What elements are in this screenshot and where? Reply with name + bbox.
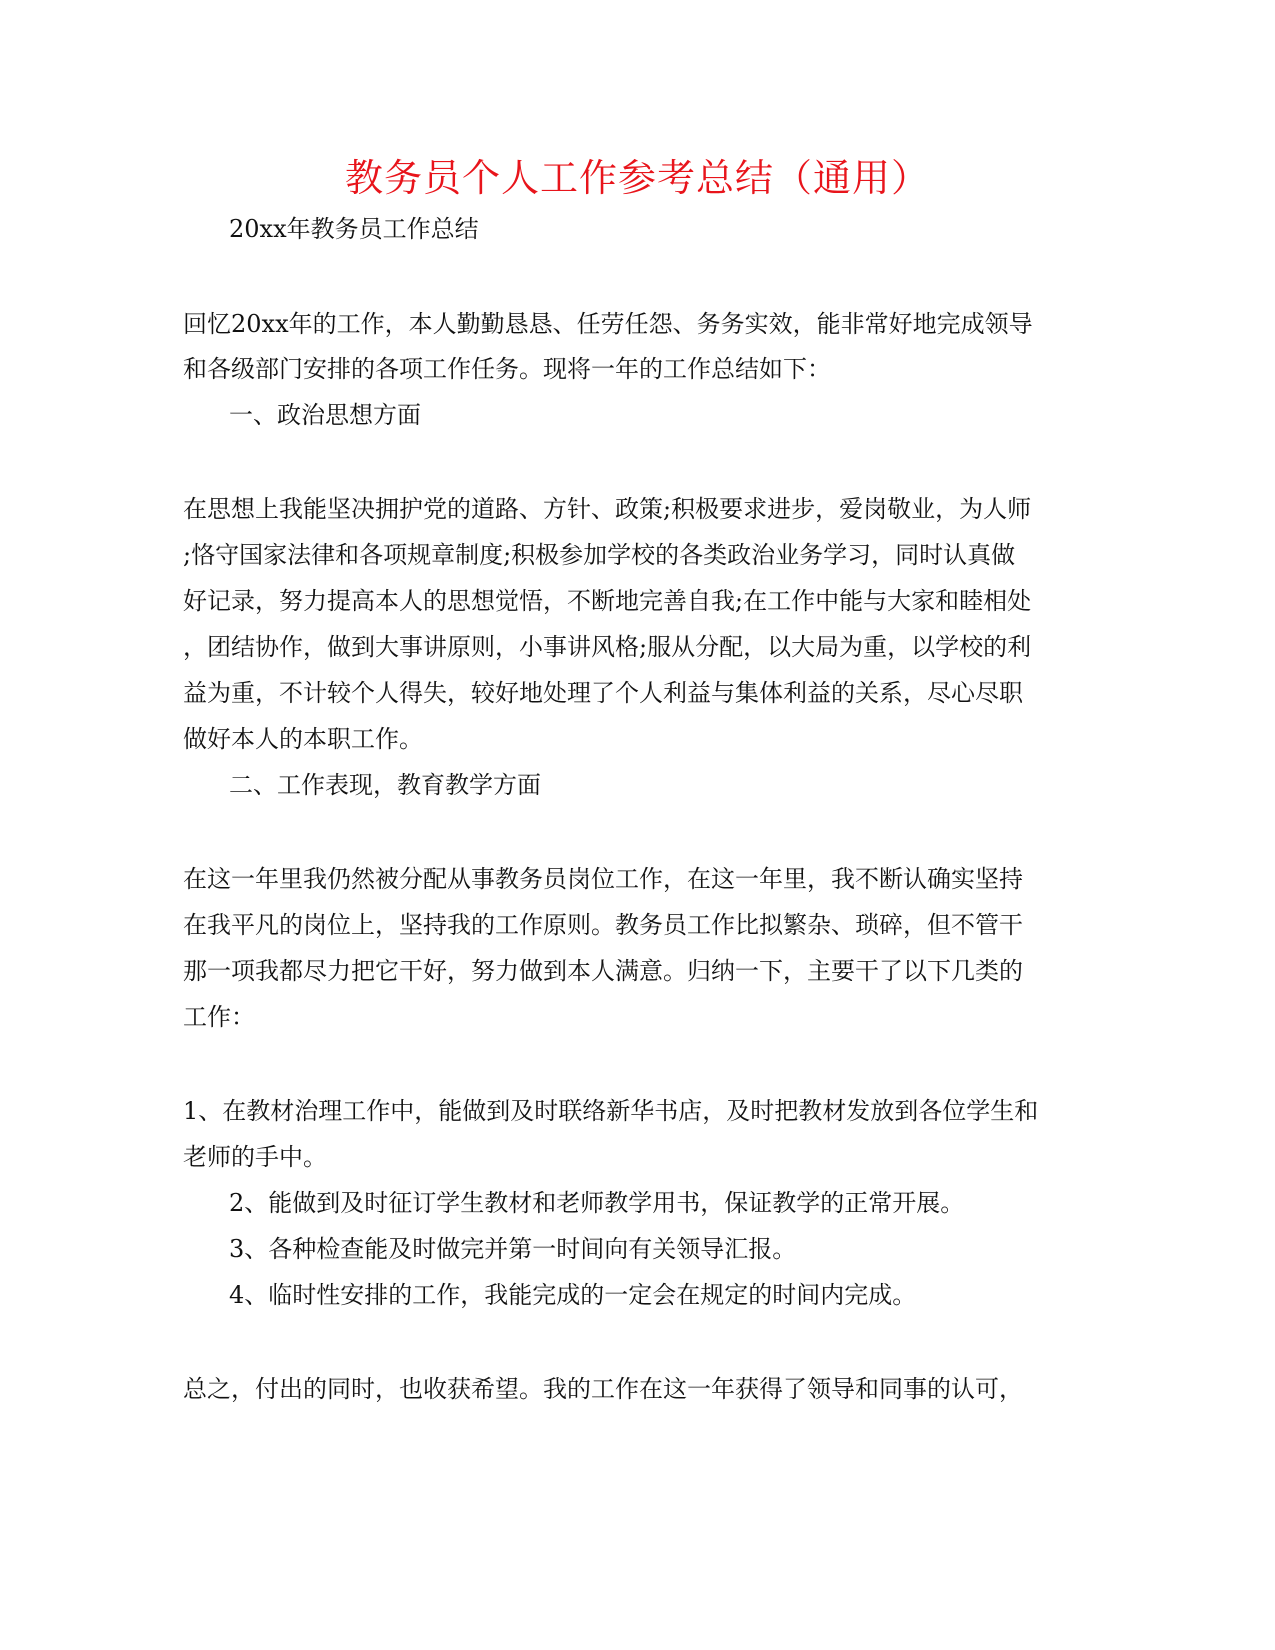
politics-line-1: 在思想上我能坚决拥护党的道路、方针、政策;积极要求进步，爱岗敬业，为人师 [183,495,1032,523]
document-title: 教务员个人工作参考总结（通用） [344,156,930,200]
politics-line-2: ;恪守国家法律和各项规章制度;积极参加学校的各类政治业务学习，同时认真做 [183,541,1016,569]
list-item-2: 2、能做到及时征订学生教材和老师教学用书，保证教学的正常开展。 [229,1189,965,1217]
work-line-1: 在这一年里我仍然被分配从事教务员岗位工作，在这一年里，我不断认确实坚持 [183,865,1023,893]
intro-line-2: 和各级部门安排的各项工作任务。现将一年的工作总结如下： [183,355,831,383]
politics-line-6: 做好本人的本职工作。 [183,725,423,753]
list-item-1-line-2: 老师的手中。 [183,1143,327,1171]
intro-line-1: 回忆20xx年的工作，本人勤勤恳恳、任劳任怨、务务实效，能非常好地完成领导 [183,310,1033,338]
politics-line-4: ，团结协作，做到大事讲原则，小事讲风格;服从分配，以大局为重，以学校的利 [183,633,1032,661]
politics-line-5: 益为重，不计较个人得失，较好地处理了个人利益与集体利益的关系，尽心尽职 [183,679,1023,707]
section-heading-politics: 一、政治思想方面 [229,401,421,429]
work-line-2: 在我平凡的岗位上，坚持我的工作原则。教务员工作比拟繁杂、琐碎，但不管干 [183,911,1023,939]
section-heading-work: 二、工作表现，教育教学方面 [229,771,541,799]
list-item-4: 4、临时性安排的工作，我能完成的一定会在规定的时间内完成。 [229,1281,917,1309]
closing-line: 总之，付出的同时，也收获希望。我的工作在这一年获得了领导和同事的认可， [183,1375,1023,1403]
list-item-3: 3、各种检查能及时做完并第一时间向有关领导汇报。 [229,1235,797,1263]
politics-line-3: 好记录，努力提高本人的思想觉悟，不断地完善自我;在工作中能与大家和睦相处 [183,587,1032,615]
document-subtitle: 20xx年教务员工作总结 [229,215,479,243]
list-item-1-line-1: 1、在教材治理工作中，能做到及时联络新华书店，及时把教材发放到各位学生和 [183,1097,1039,1125]
work-line-3: 那一项我都尽力把它干好，努力做到本人满意。归纳一下，主要干了以下几类的 [183,957,1023,985]
work-line-4: 工作： [183,1003,255,1031]
